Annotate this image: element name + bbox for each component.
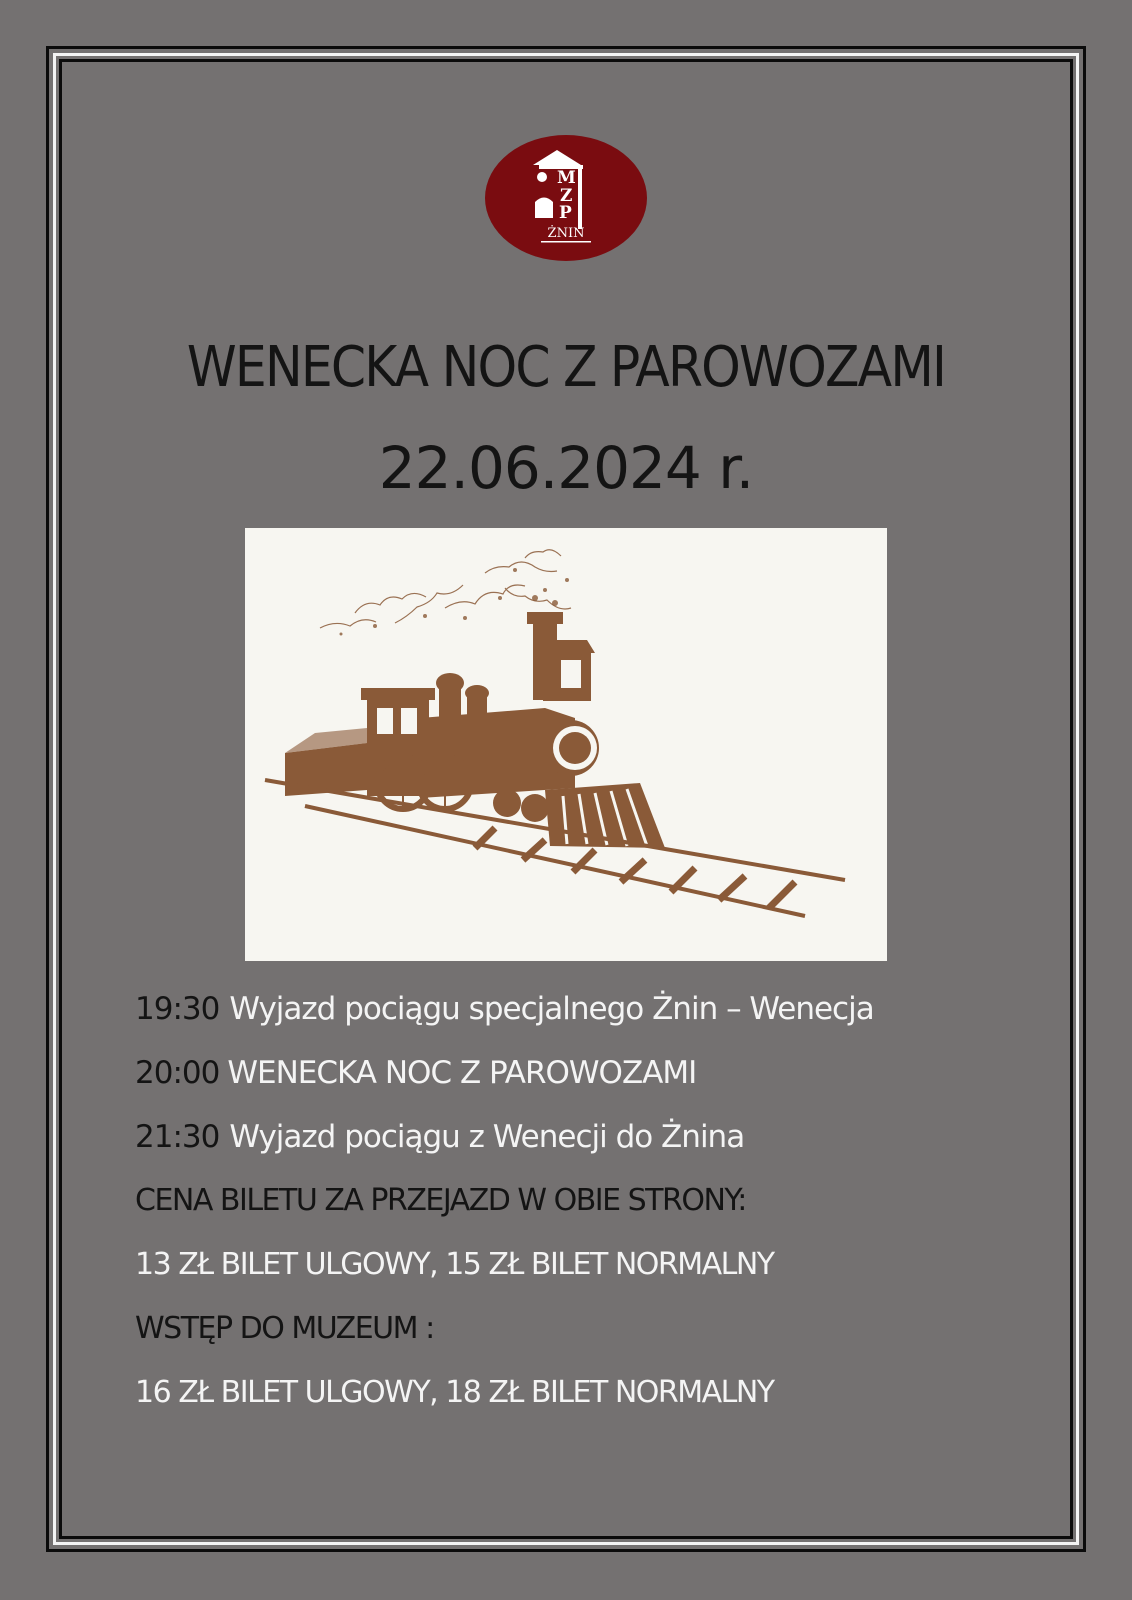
museum-heading: WSTĘP DO MUZEUM :: [135, 1311, 434, 1346]
event-title: WENECKA NOC Z PAROWOZAMI: [186, 335, 946, 400]
logo-letter-p: P: [559, 203, 572, 223]
logo-letter-z: Z: [560, 186, 573, 206]
price-info: [135, 1174, 1035, 1430]
schedule-item: [135, 982, 1035, 1046]
schedule-time: 19:30: [135, 991, 220, 1027]
schedule-text: Wyjazd pociągu specjalnego Żnin – Wenecja: [229, 991, 874, 1027]
logo-city-text: ŻNIN: [547, 226, 585, 241]
locomotive-icon: [245, 528, 887, 961]
schedule-text: Wyjazd pociągu z Wenecji do Żnina: [229, 1119, 745, 1155]
schedule-time: 21:30: [135, 1119, 220, 1155]
schedule-item: [135, 1110, 1035, 1174]
schedule-list: [135, 982, 1035, 1174]
event-date: 22.06.2024 r.: [378, 434, 754, 502]
locomotive-illustration: [245, 528, 887, 961]
logo-letter-m: M: [557, 168, 576, 188]
ticket-prices: 13 ZŁ BILET ULGOWY, 15 ZŁ BILET NORMALNY: [135, 1247, 774, 1282]
museum-logo: [485, 135, 647, 261]
schedule-time: 20:00: [135, 1055, 220, 1091]
museum-prices: 16 ZŁ BILET ULGOWY, 18 ZŁ BILET NORMALNY: [135, 1375, 774, 1410]
schedule-item: [135, 1046, 1035, 1110]
schedule-text: WENECKA NOC Z PAROWOZAMI: [227, 1055, 697, 1091]
ticket-heading: CENA BILETU ZA PRZEJAZD W OBIE STRONY:: [135, 1183, 746, 1218]
